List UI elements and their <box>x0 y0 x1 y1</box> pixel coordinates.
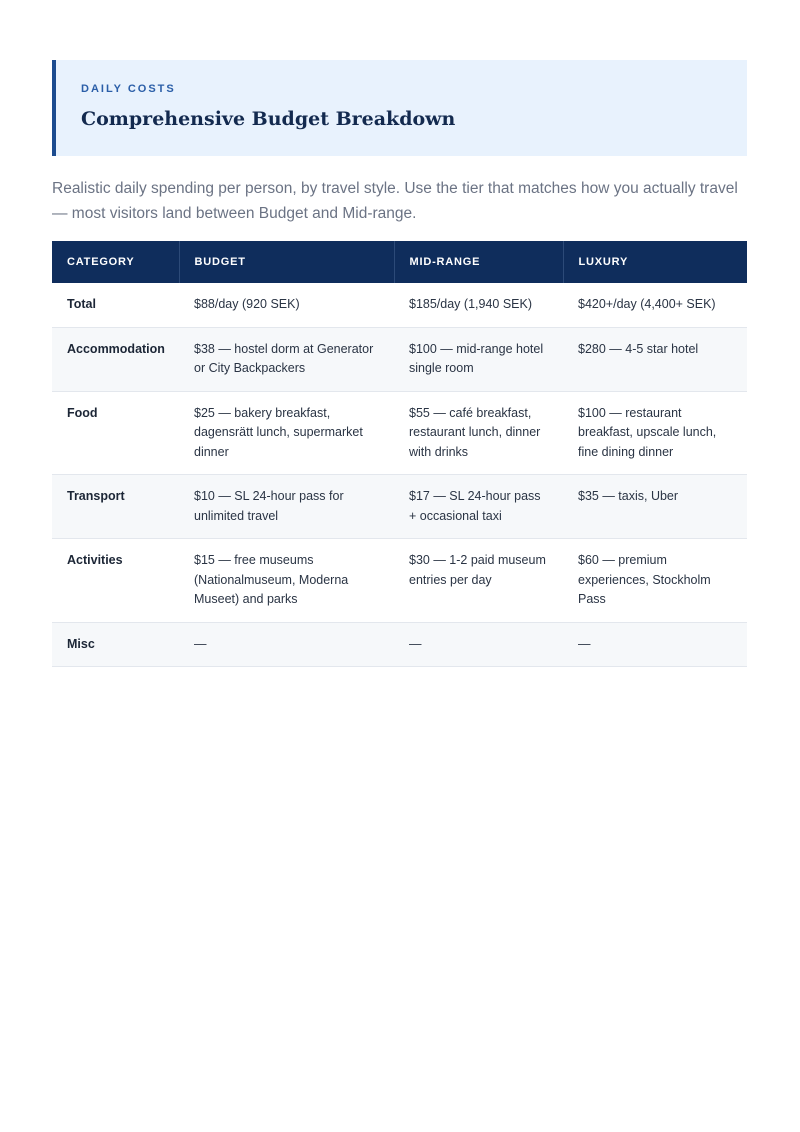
column-header-mid-range: MID-RANGE <box>394 241 563 283</box>
section-title: Comprehensive Budget Breakdown <box>81 108 456 130</box>
budget-cell: $15 — free museums (Nationalmuseum, Moderna Museet) and parks <box>179 539 394 623</box>
budget-cell: $10 — SL 24-hour pass for unlimited travel <box>179 475 394 539</box>
budget-cell: $25 — bakery breakfast, dagensrätt lunch, supermarket dinner <box>179 391 394 475</box>
section-eyebrow: DAILY COSTS <box>81 83 176 95</box>
budget-table-container <box>52 241 747 667</box>
mid-range-cell: $55 — café breakfast, restaurant lunch, dinner with drinks <box>394 391 563 475</box>
budget-cell: $38 — hostel dorm at Generator or City Backpackers <box>179 327 394 391</box>
luxury-cell: $35 — taxis, Uber <box>563 475 747 539</box>
column-header-luxury: LUXURY <box>578 256 629 268</box>
section-header <box>52 60 747 156</box>
table-row <box>52 391 747 475</box>
mid-range-cell: $17 — SL 24-hour pass + occasional taxi <box>394 475 563 539</box>
row-category: Accommodation <box>52 327 179 391</box>
table-row <box>52 283 747 327</box>
row-category: Total <box>52 283 179 327</box>
mid-range-cell: $30 — 1-2 paid museum entries per day <box>394 539 563 623</box>
row-category: Transport <box>52 475 179 539</box>
mid-range-cell: $100 — mid-range hotel single room <box>394 327 563 391</box>
mid-range-cell: — <box>394 622 563 667</box>
table-row <box>52 327 747 391</box>
budget-cell: — <box>179 622 394 667</box>
budget-table <box>52 241 747 667</box>
row-category: Activities <box>52 539 179 623</box>
table-row <box>52 539 747 623</box>
column-header-budget: BUDGET <box>179 241 394 283</box>
table-header-row <box>52 241 747 283</box>
luxury-cell: $280 — 4-5 star hotel <box>563 327 747 391</box>
luxury-cell: $420+/day (4,400+ SEK) <box>563 283 747 327</box>
mid-range-cell: $185/day (1,940 SEK) <box>394 283 563 327</box>
luxury-cell: $60 — premium experiences, Stockholm Pass <box>563 539 747 623</box>
intro-paragraph: Realistic daily spending per person, by travel style. Use the tier that matches how you actually travel — most visitors land between Budget and Mid-range. <box>52 180 738 222</box>
row-category: Food <box>52 391 179 475</box>
luxury-cell: $100 — restaurant breakfast, upscale lunch, fine dining dinner <box>563 391 747 475</box>
table-row <box>52 475 747 539</box>
luxury-cell: — <box>563 622 747 667</box>
column-header-category: CATEGORY <box>52 241 179 283</box>
table-row <box>52 622 747 667</box>
row-category: Misc <box>52 622 179 667</box>
budget-cell: $88/day (920 SEK) <box>179 283 394 327</box>
